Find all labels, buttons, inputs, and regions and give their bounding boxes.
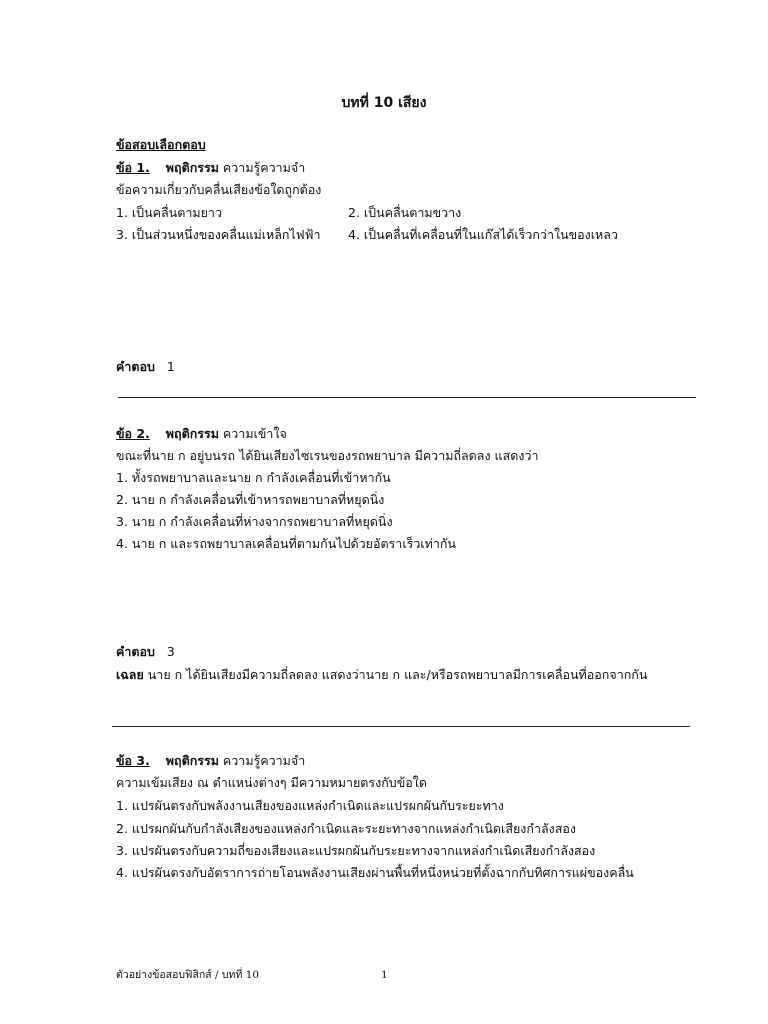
q3-choice: 2. แปรผกผันกับกำลังเสียงของแหล่งกำเนิดและระยะทางจากแหล่งกำเนิดเสียงกำลังสอง [116, 821, 576, 836]
q2-behavior: ความเข้าใจ [222, 426, 287, 441]
q1-answer-value: 1 [166, 359, 175, 374]
q1-answer [116, 358, 175, 376]
q2-explain-label: เฉลย [116, 667, 144, 682]
q2-explain-text: นาย ก ได้ยินเสียงมีความถี่ลดลง แสดงว่านาย ก และ/หรือรถพยาบาลมีการเคลื่อนที่ออกจากกัน [147, 667, 648, 682]
q1-choice: 1. เป็นคลื่นตามยาว [116, 205, 222, 220]
page-title: บทที่ 10 เสียง [341, 95, 427, 111]
q1-behavior-label: พฤติกรรม [165, 160, 219, 175]
q3-behavior-label: พฤติกรรม [165, 753, 219, 768]
footer-caption: ตัวอย่างข้อสอบฟิสิกส์ / บทที่ 10 [116, 969, 260, 981]
q3-choice: 4. แปรผันตรงกับอัตราการถ่ายโอนพลังงานเสียงผ่านพื้นที่หนึ่งหน่วยที่ตั้งฉากกับทิศการแผ่ของคลื่น [116, 865, 634, 880]
q2-choice: 2. นาย ก กำลังเคลื่อนที่เข้าหารถพยาบาลที่หยุดนิ่ง [116, 492, 385, 507]
q2-behavior-label: พฤติกรรม [165, 426, 219, 441]
q3-behavior: ความรู้ความจำ [222, 753, 306, 768]
page-number: 1 [381, 969, 388, 981]
q1-number: ข้อ 1. [116, 160, 150, 175]
q2-number: ข้อ 2. [116, 426, 150, 441]
q1-answer-label: คำตอบ [116, 359, 155, 374]
q1-header [116, 159, 305, 177]
q2-explanation [116, 666, 647, 684]
q1-choice: 3. เป็นส่วนหนึ่งของคลื่นแม่เหล็กไฟฟ้า [116, 227, 321, 242]
q2-answer-value: 3 [166, 644, 175, 659]
q2-header [116, 425, 287, 443]
q3-choice: 3. แปรผันตรงกับความถี่ของเสียงและแปรผกผันกับระยะทางจากแหล่งกำเนิดเสียงกำลังสอง [116, 843, 596, 858]
q2-choice: 4. นาย ก และรถพยาบาลเคลื่อนที่ตามกันไปด้วยอัตราเร็วเท่ากัน [116, 536, 456, 551]
q2-stem: ขณะที่นาย ก อยู่บนรถ ได้ยินเสียงไซเรนของรถพยาบาล มีความถี่ลดลง แสดงว่า [116, 448, 539, 463]
q2-choice: 1. ทั้งรถพยาบาลและนาย ก กำลังเคลื่อนที่เข้าหากัน [116, 470, 391, 485]
section-heading: ข้อสอบเลือกตอบ [116, 137, 206, 152]
q1-choice: 4. เป็นคลื่นที่เคลื่อนที่ในแก๊สได้เร็วกว่าในของเหลว [348, 227, 618, 242]
q3-choice: 1. แปรผันตรงกับพลังงานเสียงของแหล่งกำเนิดและแปรผกผันกับระยะทาง [116, 798, 504, 813]
q2-answer [116, 643, 175, 661]
q3-number: ข้อ 3. [116, 753, 150, 768]
divider [112, 726, 690, 727]
q3-header [116, 752, 305, 770]
q3-stem: ความเข้มเสียง ณ ตำแหน่งต่างๆ มีความหมายตรงกับข้อใด [116, 775, 427, 790]
q1-choice: 2. เป็นคลื่นตามขวาง [348, 205, 462, 220]
q2-choice: 3. นาย ก กำลังเคลื่อนที่ห่างจากรถพยาบาลที่หยุดนิ่ง [116, 514, 393, 529]
q1-stem: ข้อความเกี่ยวกับคลื่นเสียงข้อใดถูกต้อง [116, 182, 322, 197]
divider [118, 397, 696, 398]
q2-answer-label: คำตอบ [116, 644, 155, 659]
q1-behavior: ความรู้ความจำ [222, 160, 306, 175]
